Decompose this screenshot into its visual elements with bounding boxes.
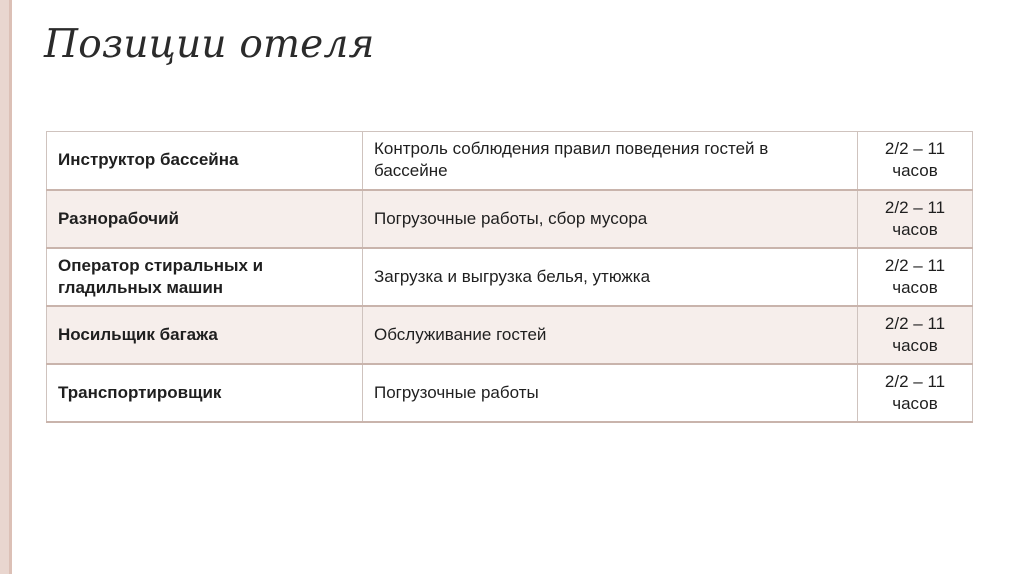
positions-table — [46, 131, 973, 423]
decorative-side-bar — [0, 0, 12, 574]
duties-cell: Загрузка и выгрузка белья, утюжка — [363, 248, 858, 306]
position-cell: Разнорабочий — [47, 190, 363, 248]
table-row — [47, 190, 973, 248]
shift-line-2: часов — [892, 277, 938, 297]
shift-cell — [858, 248, 973, 306]
shift-line-2: часов — [892, 335, 938, 355]
shift-line-2: часов — [892, 393, 938, 413]
duties-cell: Погрузочные работы — [363, 364, 858, 422]
position-cell: Инструктор бассейна — [47, 132, 363, 190]
position-cell: Транспортировщик — [47, 364, 363, 422]
shift-cell — [858, 306, 973, 364]
shift-cell — [858, 364, 973, 422]
shift-line-1: 2/2 – 11 — [884, 139, 946, 159]
table-row — [47, 132, 973, 190]
duties-cell: Обслуживание гостей — [363, 306, 858, 364]
shift-cell — [858, 132, 973, 190]
shift-line-2: часов — [892, 161, 938, 181]
duties-cell: Погрузочные работы, сбор мусора — [363, 190, 858, 248]
position-cell: Оператор стиральных и гладильных машин — [47, 248, 363, 306]
shift-cell — [858, 190, 973, 248]
shift-line-2: часов — [892, 219, 938, 239]
shift-line-1: 2/2 – 11 — [884, 371, 946, 391]
duties-cell: Контроль соблюдения правил поведения гостей в бассейне — [363, 132, 858, 190]
shift-line-1: 2/2 – 11 — [884, 255, 946, 275]
slide-title: Позиции отеля — [44, 22, 375, 67]
shift-line-1: 2/2 – 11 — [884, 197, 946, 217]
table-row — [47, 248, 973, 306]
shift-line-1: 2/2 – 11 — [884, 313, 946, 333]
table-row — [47, 306, 973, 364]
position-cell: Носильщик багажа — [47, 306, 363, 364]
table-row — [47, 364, 973, 422]
